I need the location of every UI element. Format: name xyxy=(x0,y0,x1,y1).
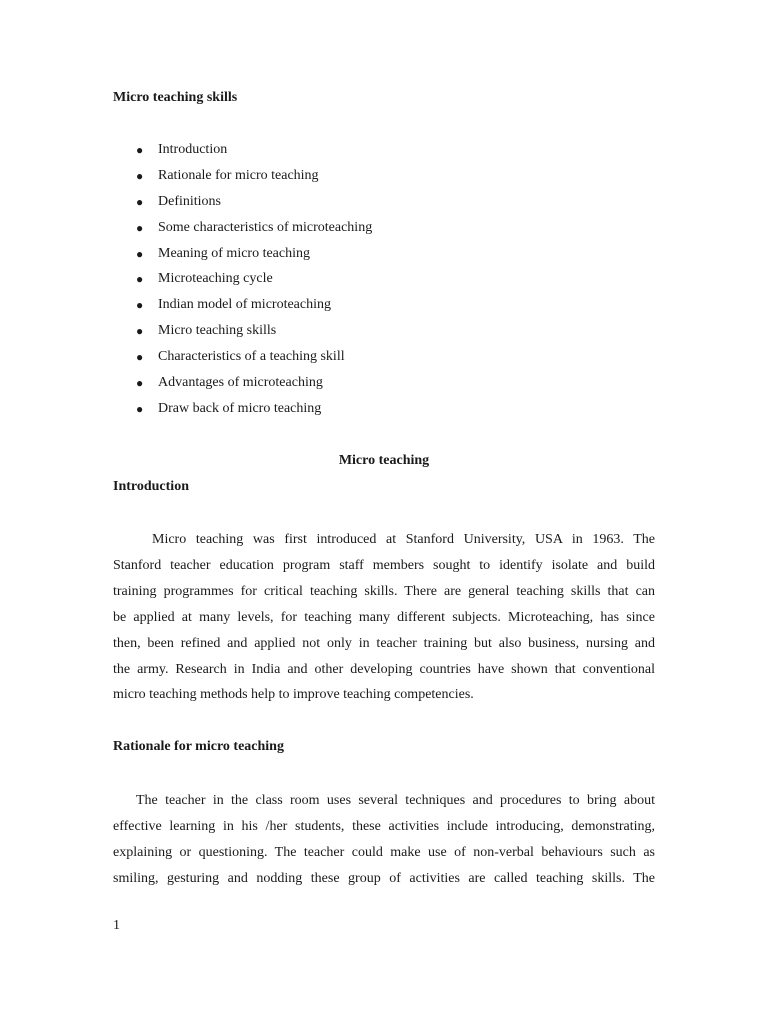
paragraph-line: Micro teaching was first introduced at Stanford University, USA in 1963. The xyxy=(152,532,655,547)
bullet-icon: ● xyxy=(136,220,144,235)
paragraph-line: then, been refined and applied not only in teacher training but also business, nursing and xyxy=(113,635,655,651)
list-item xyxy=(113,245,372,271)
bullet-icon: ● xyxy=(136,376,144,391)
bullet-icon: ● xyxy=(136,350,144,365)
bullet-icon: ● xyxy=(136,194,144,209)
bullet-icon: ● xyxy=(136,246,144,261)
table-of-contents xyxy=(113,141,372,426)
list-item-text: Indian model of microteaching xyxy=(158,297,331,313)
list-item-text: Draw back of micro teaching xyxy=(158,400,322,416)
bullet-icon: ● xyxy=(136,168,144,183)
rationale-heading: Rationale for micro teaching xyxy=(113,739,284,754)
paragraph-line: The teacher in the class room uses several techniques and procedures to bring about xyxy=(136,793,655,808)
list-item xyxy=(113,141,372,167)
list-item-text: Introduction xyxy=(158,142,228,157)
bullet-icon: ● xyxy=(136,324,144,339)
list-item-text: Advantages of microteaching xyxy=(158,375,323,391)
list-item xyxy=(113,193,372,219)
list-item xyxy=(113,322,372,348)
list-item xyxy=(113,400,372,426)
list-item-text: Micro teaching skills xyxy=(158,323,277,339)
list-item xyxy=(113,296,372,322)
paragraph-line: explaining or questioning. The teacher could make use of non-verbal behaviours such as xyxy=(113,844,655,860)
bullet-icon: ● xyxy=(136,401,144,416)
paragraph-line: micro teaching methods help to improve teaching competencies. xyxy=(113,687,474,703)
bullet-icon: ● xyxy=(136,272,144,287)
page-number: 1 xyxy=(113,918,120,933)
bullet-icon: ● xyxy=(136,298,144,313)
paragraph-line: the army. Research in India and other developing countries have shown that conventional xyxy=(113,661,655,677)
list-item-text: Some characteristics of microteaching xyxy=(158,219,373,235)
section-title: Micro teaching xyxy=(338,453,430,468)
list-item-text: Definitions xyxy=(158,193,221,209)
list-item xyxy=(113,167,372,193)
introduction-paragraph xyxy=(113,527,655,708)
document-title: Micro teaching skills xyxy=(113,90,238,105)
paragraph-line: effective learning in his /her students, these activities include introducing, demonstrating, xyxy=(113,818,655,834)
paragraph-line: be applied at many levels, for teaching many different subjects. Microteaching, has since xyxy=(113,609,655,625)
introduction-heading: Introduction xyxy=(113,479,189,494)
paragraph-line: smiling, gesturing and nodding these group of activities are called teaching skills. The xyxy=(113,870,655,886)
list-item-text: Microteaching cycle xyxy=(158,271,273,287)
list-item xyxy=(113,270,372,296)
list-item-text: Meaning of micro teaching xyxy=(158,245,311,261)
bullet-icon: ● xyxy=(136,143,144,157)
list-item-text: Rationale for micro teaching xyxy=(158,167,319,183)
paragraph-line: training programmes for critical teaching skills. There are general teaching skills that can xyxy=(113,583,655,599)
list-item xyxy=(113,219,372,245)
rationale-paragraph xyxy=(113,788,655,892)
paragraph-line: Stanford teacher education program staff members sought to identify isolate and build xyxy=(113,557,655,573)
list-item xyxy=(113,374,372,400)
list-item xyxy=(113,348,372,374)
list-item-text: Characteristics of a teaching skill xyxy=(158,349,345,365)
